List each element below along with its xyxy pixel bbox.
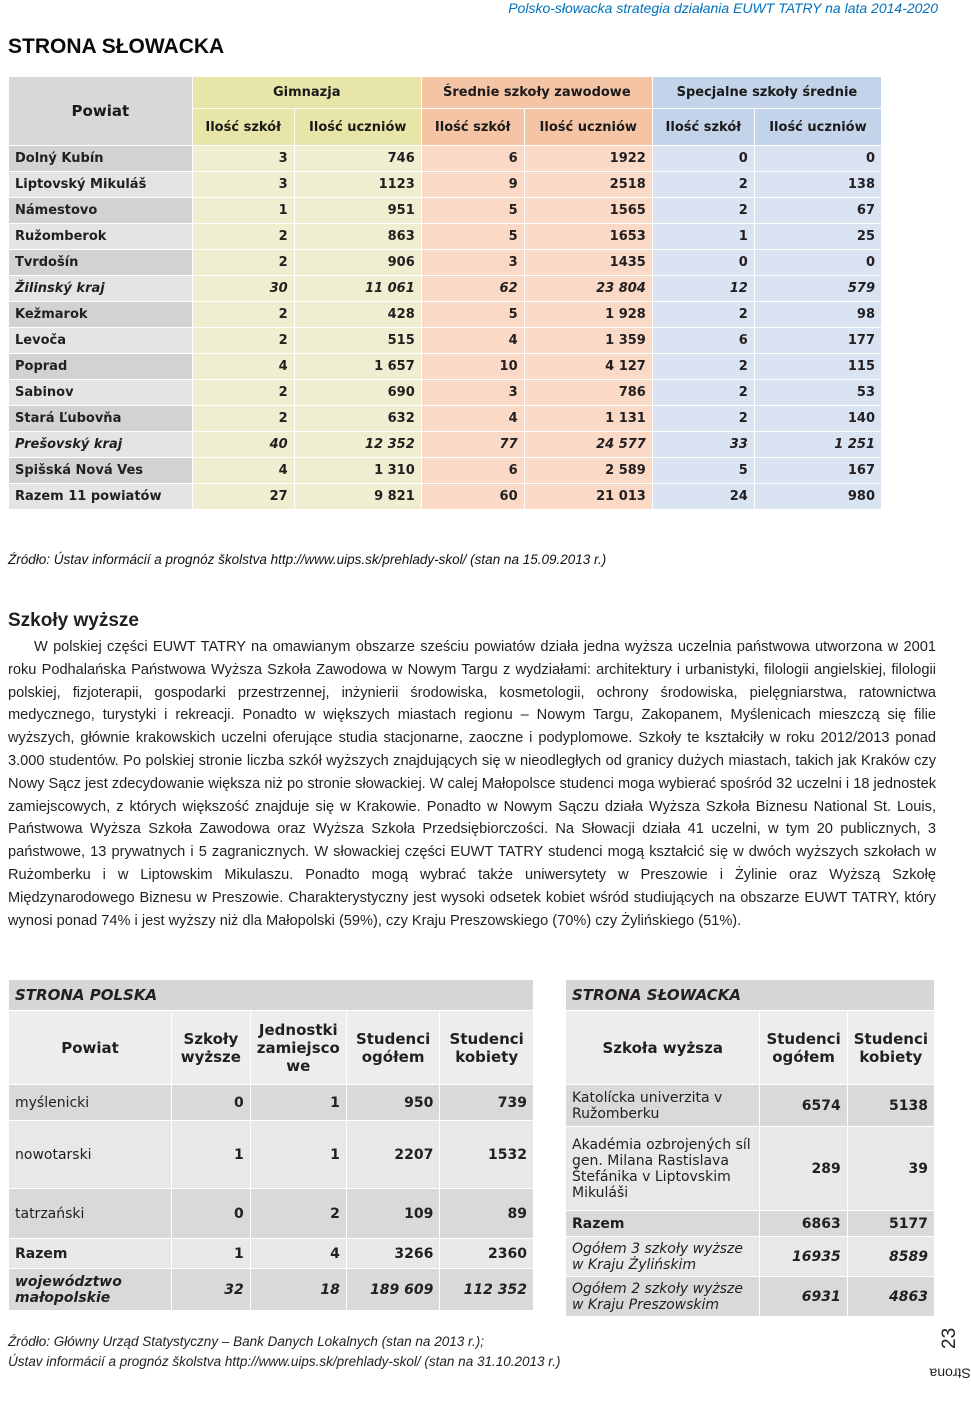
value-cell: 25 bbox=[754, 224, 881, 250]
value-cell: 3266 bbox=[346, 1239, 440, 1269]
value-cell: 428 bbox=[294, 302, 421, 328]
subcol-header: Ilość szkół bbox=[421, 109, 524, 146]
powiat-cell: Kežmarok bbox=[9, 302, 193, 328]
value-cell: 1 310 bbox=[294, 458, 421, 484]
table-row bbox=[9, 276, 882, 302]
table-row bbox=[9, 250, 882, 276]
subcol-header: Ilość szkół bbox=[192, 109, 294, 146]
value-cell: 1 131 bbox=[524, 406, 652, 432]
value-cell: 2 bbox=[192, 224, 294, 250]
powiat-cell: Liptovský Mikuláš bbox=[9, 172, 193, 198]
table-row bbox=[9, 1121, 534, 1189]
polish-universities-body bbox=[9, 1085, 534, 1311]
table-row bbox=[566, 1127, 935, 1211]
source-line: Źródło: Główny Urząd Statystyczny – Bank Danych Lokalnych (stan na 2013 r.); bbox=[8, 1334, 484, 1349]
column-header: Studenci ogółem bbox=[760, 1011, 847, 1085]
column-header: Studenci kobiety bbox=[440, 1011, 534, 1085]
value-cell: 1 251 bbox=[754, 432, 881, 458]
table-row bbox=[566, 1237, 935, 1277]
powiat-cell: Spišská Nová Ves bbox=[9, 458, 193, 484]
source-note-2 bbox=[8, 1332, 561, 1372]
row-label: myślenicki bbox=[9, 1085, 172, 1121]
powiat-cell: Poprad bbox=[9, 354, 193, 380]
table-caption: STRONA POLSKA bbox=[9, 980, 534, 1011]
powiat-cell: Levoča bbox=[9, 328, 193, 354]
slovak-universities-table bbox=[565, 979, 935, 1317]
value-cell: 3 bbox=[192, 172, 294, 198]
value-cell: 632 bbox=[294, 406, 421, 432]
value-cell: 4 bbox=[421, 406, 524, 432]
value-cell: 786 bbox=[524, 380, 652, 406]
value-cell: 746 bbox=[294, 146, 421, 172]
value-cell: 0 bbox=[652, 250, 754, 276]
value-cell: 2 589 bbox=[524, 458, 652, 484]
value-cell: 3 bbox=[421, 380, 524, 406]
value-cell: 4 bbox=[192, 354, 294, 380]
value-cell: 109 bbox=[346, 1189, 440, 1239]
value-cell: 27 bbox=[192, 484, 294, 510]
value-cell: 1922 bbox=[524, 146, 652, 172]
value-cell: 690 bbox=[294, 380, 421, 406]
value-cell: 4 bbox=[250, 1239, 346, 1269]
value-cell: 12 bbox=[652, 276, 754, 302]
table-row bbox=[566, 1211, 935, 1237]
value-cell: 2 bbox=[192, 406, 294, 432]
value-cell: 2518 bbox=[524, 172, 652, 198]
column-header: Szkoły wyższe bbox=[172, 1011, 251, 1085]
value-cell: 2 bbox=[192, 302, 294, 328]
subcol-header: Ilość szkół bbox=[652, 109, 754, 146]
value-cell: 12 352 bbox=[294, 432, 421, 458]
value-cell: 32 bbox=[172, 1269, 251, 1311]
value-cell: 77 bbox=[421, 432, 524, 458]
table-row bbox=[9, 224, 882, 250]
polish-universities-table bbox=[8, 979, 534, 1311]
value-cell: 1 928 bbox=[524, 302, 652, 328]
schools-table-body bbox=[9, 146, 882, 510]
source-line: Ústav informácií a prognóz školstva http://www.uips.sk/prehlady-skol/ (stan na 31.10.2013 r.) bbox=[8, 1354, 561, 1369]
value-cell: 1 bbox=[250, 1121, 346, 1189]
powiat-cell: Stará Ľubovňa bbox=[9, 406, 193, 432]
value-cell: 2207 bbox=[346, 1121, 440, 1189]
page-number bbox=[929, 1320, 971, 1402]
column-header: Studenci kobiety bbox=[847, 1011, 934, 1085]
value-cell: 4863 bbox=[847, 1277, 934, 1317]
page-label: Strona bbox=[929, 1365, 971, 1382]
value-cell: 739 bbox=[440, 1085, 534, 1121]
table-caption: STRONA SŁOWACKA bbox=[566, 980, 935, 1011]
powiat-cell: Prešovský kraj bbox=[9, 432, 193, 458]
column-header: Jednostki zamiejsco we bbox=[250, 1011, 346, 1085]
powiat-cell: Dolný Kubín bbox=[9, 146, 193, 172]
table-row bbox=[9, 1269, 534, 1311]
value-cell: 5177 bbox=[847, 1211, 934, 1237]
table-row bbox=[9, 328, 882, 354]
table-row bbox=[9, 458, 882, 484]
table-row bbox=[9, 302, 882, 328]
value-cell: 16935 bbox=[760, 1237, 847, 1277]
value-cell: 8589 bbox=[847, 1237, 934, 1277]
table-row bbox=[9, 1085, 534, 1121]
value-cell: 98 bbox=[754, 302, 881, 328]
value-cell: 5 bbox=[421, 198, 524, 224]
table-row bbox=[9, 406, 882, 432]
value-cell: 2 bbox=[652, 406, 754, 432]
value-cell: 1123 bbox=[294, 172, 421, 198]
value-cell: 4 127 bbox=[524, 354, 652, 380]
row-label: Ogółem 2 szkoły wyższe w Kraju Preszowskim bbox=[566, 1277, 760, 1317]
column-header: Studenci ogółem bbox=[346, 1011, 440, 1085]
powiat-cell: Žilinský kraj bbox=[9, 276, 193, 302]
value-cell: 863 bbox=[294, 224, 421, 250]
value-cell: 30 bbox=[192, 276, 294, 302]
value-cell: 62 bbox=[421, 276, 524, 302]
value-cell: 21 013 bbox=[524, 484, 652, 510]
powiat-cell: Ružomberok bbox=[9, 224, 193, 250]
table-row bbox=[9, 484, 882, 510]
value-cell: 3 bbox=[421, 250, 524, 276]
value-cell: 0 bbox=[172, 1189, 251, 1239]
value-cell: 951 bbox=[294, 198, 421, 224]
value-cell: 6863 bbox=[760, 1211, 847, 1237]
table-row bbox=[9, 1189, 534, 1239]
value-cell: 67 bbox=[754, 198, 881, 224]
value-cell: 1 359 bbox=[524, 328, 652, 354]
page-number-value: 23 bbox=[939, 1327, 960, 1349]
slovak-universities-body bbox=[566, 1085, 935, 1317]
value-cell: 6931 bbox=[760, 1277, 847, 1317]
table-row bbox=[9, 1239, 534, 1269]
table-row bbox=[9, 380, 882, 406]
group-header: Średnie szkoły zawodowe bbox=[421, 77, 652, 109]
section-heading: Szkoły wyższe bbox=[8, 610, 139, 631]
value-cell: 5 bbox=[652, 458, 754, 484]
powiat-header: Powiat bbox=[9, 77, 193, 146]
value-cell: 0 bbox=[652, 146, 754, 172]
row-label: nowotarski bbox=[9, 1121, 172, 1189]
value-cell: 5138 bbox=[847, 1085, 934, 1127]
value-cell: 1 bbox=[172, 1121, 251, 1189]
value-cell: 5 bbox=[421, 302, 524, 328]
row-label: tatrzański bbox=[9, 1189, 172, 1239]
group-header: Gimnazja bbox=[192, 77, 421, 109]
value-cell: 980 bbox=[754, 484, 881, 510]
value-cell: 0 bbox=[754, 250, 881, 276]
value-cell: 1565 bbox=[524, 198, 652, 224]
value-cell: 40 bbox=[192, 432, 294, 458]
value-cell: 6 bbox=[421, 458, 524, 484]
value-cell: 11 061 bbox=[294, 276, 421, 302]
value-cell: 177 bbox=[754, 328, 881, 354]
subcol-header: Ilość uczniów bbox=[294, 109, 421, 146]
value-cell: 1 bbox=[652, 224, 754, 250]
value-cell: 0 bbox=[172, 1085, 251, 1121]
value-cell: 60 bbox=[421, 484, 524, 510]
value-cell: 1 bbox=[250, 1085, 346, 1121]
powiat-cell: Sabinov bbox=[9, 380, 193, 406]
value-cell: 6 bbox=[421, 146, 524, 172]
powiat-cell: Námestovo bbox=[9, 198, 193, 224]
value-cell: 515 bbox=[294, 328, 421, 354]
subcol-header: Ilość uczniów bbox=[754, 109, 881, 146]
value-cell: 2 bbox=[652, 172, 754, 198]
value-cell: 18 bbox=[250, 1269, 346, 1311]
table-row bbox=[566, 1085, 935, 1127]
row-label: Katolícka univerzita v Ružomberku bbox=[566, 1085, 760, 1127]
column-header: Szkoła wyższa bbox=[566, 1011, 760, 1085]
value-cell: 39 bbox=[847, 1127, 934, 1211]
source-note: Źródło: Ústav informácií a prognóz školstva http://www.uips.sk/prehlady-skol/ (stan na 15.09.2013 r.) bbox=[8, 552, 607, 567]
value-cell: 4 bbox=[192, 458, 294, 484]
subcol-header: Ilość uczniów bbox=[524, 109, 652, 146]
value-cell: 6574 bbox=[760, 1085, 847, 1127]
value-cell: 1653 bbox=[524, 224, 652, 250]
value-cell: 950 bbox=[346, 1085, 440, 1121]
value-cell: 112 352 bbox=[440, 1269, 534, 1311]
table-row bbox=[9, 172, 882, 198]
value-cell: 2 bbox=[652, 198, 754, 224]
value-cell: 24 bbox=[652, 484, 754, 510]
section-title: STRONA SŁOWACKA bbox=[8, 35, 225, 58]
row-label: Ogółem 3 szkoły wyższe w Kraju Żylińskim bbox=[566, 1237, 760, 1277]
value-cell: 289 bbox=[760, 1127, 847, 1211]
column-header: Powiat bbox=[9, 1011, 172, 1085]
value-cell: 2 bbox=[652, 380, 754, 406]
value-cell: 1 bbox=[172, 1239, 251, 1269]
table-row bbox=[566, 1277, 935, 1317]
value-cell: 24 577 bbox=[524, 432, 652, 458]
value-cell: 140 bbox=[754, 406, 881, 432]
row-label: województwo małopolskie bbox=[9, 1269, 172, 1311]
value-cell: 23 804 bbox=[524, 276, 652, 302]
value-cell: 1435 bbox=[524, 250, 652, 276]
value-cell: 2 bbox=[192, 250, 294, 276]
value-cell: 579 bbox=[754, 276, 881, 302]
powiat-cell: Razem 11 powiatów bbox=[9, 484, 193, 510]
body-paragraph: W polskiej części EUWT TATRY na omawianym obszarze sześciu powiatów działa jedna wyższa uczelnia państwowa utworzona w 2001 roku Podhalańska Państwowa Wyższa Szkoła Zawodowa w Nowym Targu z wydziałami: architektury i urbanistyki, filologii angielskiej, filologii polskiej, fizjoterapii, gospodarki przestrzennej, inżynierii środowiska, kosmetologii, ochrony środowiska, pielęgniarstwa, ratownictwa medycznego, turystyki i rekreacji. Ponadto w większych miastach regionu – Nowym Targu, Zakopanem, Myślenicach mieszczą się filie wyższych, głównie krakowskich uczelni oferujące studia stacjonarne, zaoczne i podyplomowe. Szkoły te kształciły w roku 2012/2013 ponad 3.000 studentów. Po polskiej stronie liczba szkół wyższych znajdujących się w nieodległych od granicy dużych miastach, takich jak Kraków czy Nowy Sącz jest zdecydowanie większa niż po stronie słowackiej. W calej Małopolsce studenci moga wybierać spośród 32 uczelni i 18 jednostek zamiejscowych, z których większość znajduje się w Krakowie. Ponadto w Nowym Sączu działa Wyższa Szkoła Biznesu National St. Louis, Państwowa Wyższa Szkoła Zawodowa oraz Wyższa Szkoła Przedsiębiorczości. Na Słowacji działa 41 uczelni, w tym 20 publicznych, 3 państwowe, 13 prywatnych i 5 zagranicznych. W słowackiej części EUWT TATRY studenci mogą kształcić się w dwóch wyższych szkołach w Rużomberku i w Liptowskim Mikulaszu. Ponadto mogą wybrać także uniwersytety w Preszowie i Żylinie oraz Wyższą Szkołę Międzynarodowego Biznesu w Preszowie. Charakterystyczny jest wysoki odsetek kobiet wśród studiujących na obszarze EUWT TATRY, który wynosi ponad 74% i jest wyższy niż dla Małopolski (59%), czy Kraju Preszowskiego (70%) czy Żylińskiego (51%). bbox=[8, 639, 936, 929]
value-cell: 33 bbox=[652, 432, 754, 458]
row-label: Akadémia ozbrojených síl gen. Milana Rastislava Štefánika v Liptovskim Mikuláši bbox=[566, 1127, 760, 1211]
value-cell: 1532 bbox=[440, 1121, 534, 1189]
value-cell: 2 bbox=[250, 1189, 346, 1239]
table-row bbox=[9, 198, 882, 224]
value-cell: 4 bbox=[421, 328, 524, 354]
value-cell: 9 bbox=[421, 172, 524, 198]
value-cell: 2 bbox=[652, 302, 754, 328]
value-cell: 2 bbox=[192, 328, 294, 354]
value-cell: 167 bbox=[754, 458, 881, 484]
table-row bbox=[9, 432, 882, 458]
value-cell: 906 bbox=[294, 250, 421, 276]
value-cell: 3 bbox=[192, 146, 294, 172]
value-cell: 0 bbox=[754, 146, 881, 172]
value-cell: 89 bbox=[440, 1189, 534, 1239]
value-cell: 138 bbox=[754, 172, 881, 198]
group-header: Specjalne szkoły średnie bbox=[652, 77, 881, 109]
value-cell: 10 bbox=[421, 354, 524, 380]
value-cell: 2360 bbox=[440, 1239, 534, 1269]
value-cell: 1 657 bbox=[294, 354, 421, 380]
table-row bbox=[9, 146, 882, 172]
value-cell: 115 bbox=[754, 354, 881, 380]
value-cell: 5 bbox=[421, 224, 524, 250]
table-row bbox=[9, 354, 882, 380]
row-label: Razem bbox=[9, 1239, 172, 1269]
row-label: Razem bbox=[566, 1211, 760, 1237]
value-cell: 9 821 bbox=[294, 484, 421, 510]
value-cell: 2 bbox=[652, 354, 754, 380]
value-cell: 6 bbox=[652, 328, 754, 354]
powiat-cell: Tvrdošín bbox=[9, 250, 193, 276]
schools-table bbox=[8, 76, 882, 510]
value-cell: 2 bbox=[192, 380, 294, 406]
value-cell: 53 bbox=[754, 380, 881, 406]
running-header: Polsko-słowacka strategia działania EUWT TATRY na lata 2014-2020 bbox=[508, 0, 938, 16]
value-cell: 189 609 bbox=[346, 1269, 440, 1311]
value-cell: 1 bbox=[192, 198, 294, 224]
